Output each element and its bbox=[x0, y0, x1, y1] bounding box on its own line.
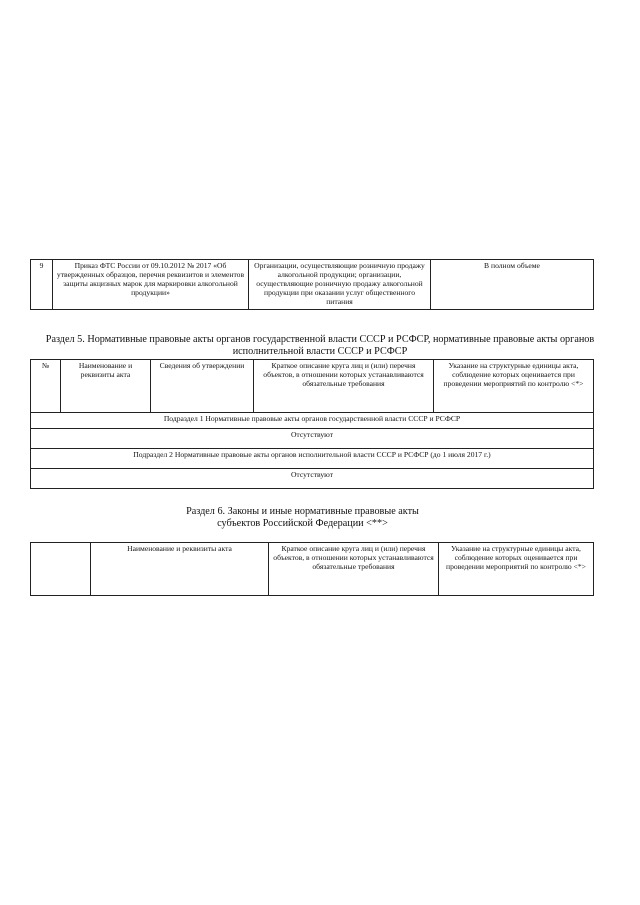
act-name-cell: Приказ ФТС России от 09.10.2012 № 2017 «Об утвержденных образцов, перечня реквизитов и элементов защиты акцизных марок для маркировки алкогольной продукции» bbox=[53, 260, 249, 310]
subsection2-label: Подраздел 2 Нормативные правовые акты органов исполнительной власти СССР и РСФСР (до 1 июля 2017 г.) bbox=[31, 449, 594, 469]
table-row bbox=[31, 449, 594, 469]
header-scope: Краткое описание круга лиц и (или) перечня объектов, в отношении которых устанавливаются обязательные требования bbox=[269, 543, 439, 596]
header-units: Указание на структурные единицы акта, соблюдение которых оценивается при проведении мероприятий по контролю <*> bbox=[439, 543, 594, 596]
table-top bbox=[30, 259, 594, 310]
header-name: Наименование и реквизиты акта bbox=[61, 360, 151, 413]
section6-table bbox=[30, 542, 594, 596]
header-approval: Сведения об утверждении bbox=[151, 360, 254, 413]
section6-title: Раздел 6. Законы и иные нормативные правовые акты субъектов Российской Федерации <**> bbox=[186, 506, 419, 529]
table-row bbox=[31, 260, 594, 310]
table-row bbox=[31, 429, 594, 449]
table-header-row bbox=[31, 543, 594, 596]
table-row bbox=[31, 469, 594, 489]
table-header-row bbox=[31, 360, 594, 413]
table-row bbox=[31, 413, 594, 429]
absent-label-2: Отсутствуют bbox=[31, 469, 594, 489]
absent-label-1: Отсутствуют bbox=[31, 429, 594, 449]
header-scope: Краткое описание круга лиц и (или) перечня объектов, в отношении которых устанавливаются обязательные требования bbox=[254, 360, 434, 413]
row-number: 9 bbox=[31, 260, 53, 310]
section5-title: Раздел 5. Нормативные правовые акты органов государственной власти СССР и РСФСР, нормативные правовые акты органов исполнительной власти СССР и РСФСР bbox=[45, 334, 595, 357]
header-number bbox=[31, 543, 91, 596]
subsection1-label: Подраздел 1 Нормативные правовые акты органов государственной власти СССР и РСФСР bbox=[31, 413, 594, 429]
header-name: Наименование и реквизиты акта bbox=[91, 543, 269, 596]
header-units: Указание на структурные единицы акта, соблюдение которых оценивается при проведении мероприятий по контролю <*> bbox=[434, 360, 594, 413]
section5-table bbox=[30, 359, 594, 489]
scope-cell: Организации, осуществляющие розничную продажу алкогольной продукции; организации, осуществляющие розничную продажу алкогольной продукции при оказании услуг общественного питания bbox=[249, 260, 431, 310]
header-number: № bbox=[31, 360, 61, 413]
requirements-cell: В полном объеме bbox=[431, 260, 594, 310]
